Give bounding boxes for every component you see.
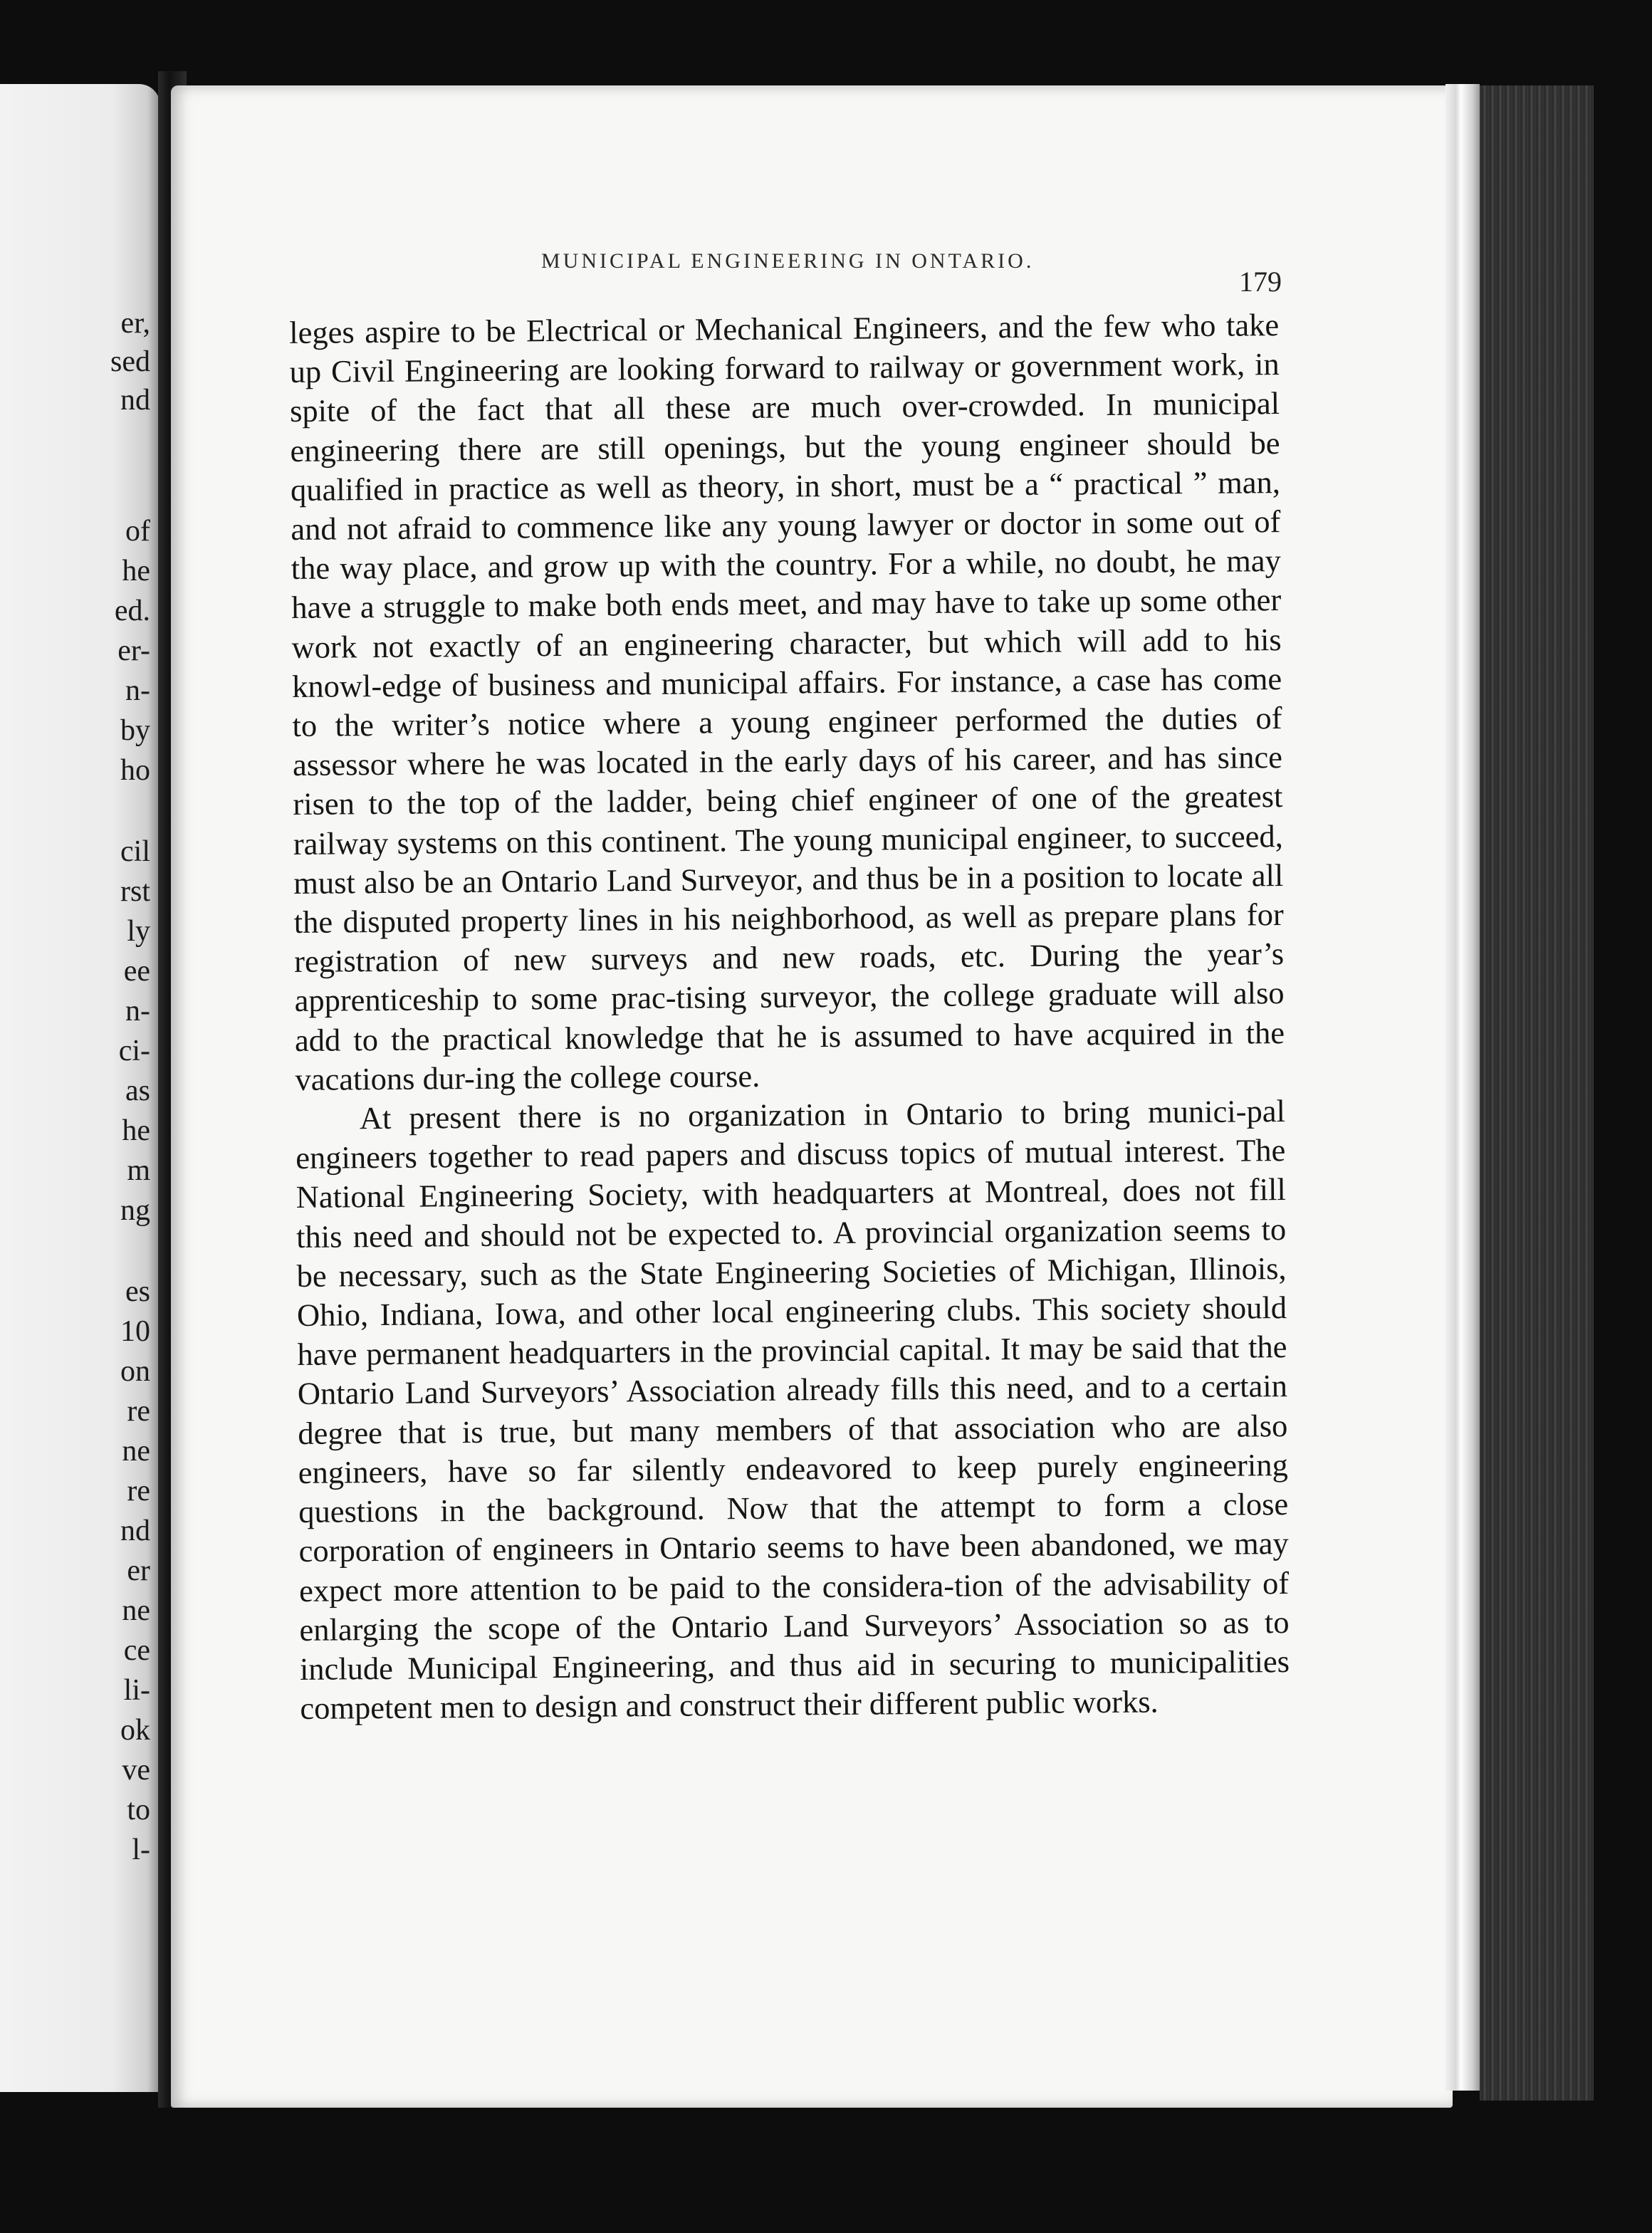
left-fragment: ok: [120, 1714, 150, 1747]
left-fragment: li-: [123, 1674, 150, 1707]
left-fragment: ne: [122, 1435, 150, 1468]
left-fragment: ho: [120, 754, 150, 787]
left-fragment: ee: [123, 955, 150, 988]
left-fragment: on: [120, 1355, 150, 1388]
left-fragment: ve: [122, 1754, 150, 1787]
left-page: [0, 84, 160, 2092]
body-text: [289, 305, 1290, 1728]
left-fragment: n-: [125, 674, 150, 707]
left-fragment: er-: [117, 634, 150, 667]
left-fragment: sed: [110, 345, 150, 378]
page-edge: [1446, 84, 1480, 2091]
running-head: MUNICIPAL ENGINEERING IN ONTARIO.: [541, 249, 1035, 273]
page-number: 179: [1239, 266, 1282, 298]
left-fragment: ne: [122, 1594, 150, 1627]
left-fragment: of: [125, 515, 150, 548]
left-fragment: ly: [127, 915, 150, 948]
left-fragment: as: [125, 1074, 150, 1107]
left-fragment: ci-: [118, 1035, 150, 1067]
left-fragment: cil: [120, 835, 150, 868]
left-fragment: er,: [120, 307, 150, 340]
left-fragment: n-: [125, 995, 150, 1027]
left-fragment: es: [125, 1275, 150, 1308]
left-fragment: to: [127, 1794, 150, 1826]
left-fragment: ng: [120, 1194, 150, 1227]
left-fragment: ed.: [114, 595, 150, 627]
left-fragment: ce: [123, 1634, 150, 1667]
left-fragment: rst: [120, 875, 150, 908]
book-block-edges: [1480, 85, 1594, 2101]
left-fragment: by: [120, 714, 150, 747]
left-fragment: l-: [132, 1834, 150, 1866]
left-fragment: re: [127, 1395, 150, 1428]
left-fragment: m: [127, 1154, 150, 1187]
left-fragment: he: [122, 1114, 150, 1147]
left-fragment: he: [122, 555, 150, 587]
paragraph: leges aspire to be Electrical or Mechanical Engineers, and the few who take up Civil Engineering are looking forward to railway or government work, in spite of the fact that all these are much over-crowded. In municipal engineering there are still openings, but the young engineer should be qualified in practice as well as theory, in short, must be a “ practical ” man, and not afraid to commence like any young lawyer or doctor in some out of the way place, and grow up with the country. For a while, no doubt, he may have a struggle to make both ends meet, and may have to take up some other work not exactly of an engineering character, but which will add to his knowl-edge of business and municipal affairs. For instance, a case has come to the writer’s notice where a young engineer performed the duties of assessor where he was located in the early days of his career, and has since risen to the top of the ladder, being chief engineer of one of the greatest railway systems on this continent. The young municipal engineer, to succeed, must also be an Ontario Land Surveyor, and thus be in a position to locate all the disputed property lines in his neighborhood, as well as prepare plans for registration of new surveys and new roads, etc. During the year’s apprenticeship to some prac-tising surveyor, the college graduate will also add to the practical knowledge that he is assumed to have acquired in the vacations dur-ing the college course.: [289, 307, 1285, 1097]
left-fragment: 10: [120, 1315, 150, 1348]
left-fragment: re: [127, 1475, 150, 1507]
paragraph: At present there is no organization in Ontario to bring munici-pal engineers together to read papers and discuss topics of mutual interest. The National Engineering Society, with headquarters at Montreal, does not fill this need and should not be expected to. A provincial organization seems to be necessary, such as the State Engineering Societies of Michigan, Illinois, Ohio, Indiana, Iowa, and other local engineering clubs. This society should have permanent headquarters in the provincial capital. It may be said that the Ontario Land Surveyors’ Association already fills this need, and to a certain degree that is true, but many members of that association who are also engineers, have so far silently endeavored to keep purely engineering questions in the background. Now that the attempt to form a close corporation of engineers in Ontario seems to have been abandoned, we may expect more attention to be paid to the considera-tion of the advisability of enlarging the scope of the Ontario Land Surveyors’ Association so as to include Municipal Engineering, and thus aid in securing to municipalities competent men to design and construct their different public works.: [296, 1093, 1290, 1727]
left-fragment: er: [127, 1554, 150, 1587]
left-fragment: nd: [120, 1515, 150, 1547]
left-fragment: nd: [120, 384, 150, 417]
